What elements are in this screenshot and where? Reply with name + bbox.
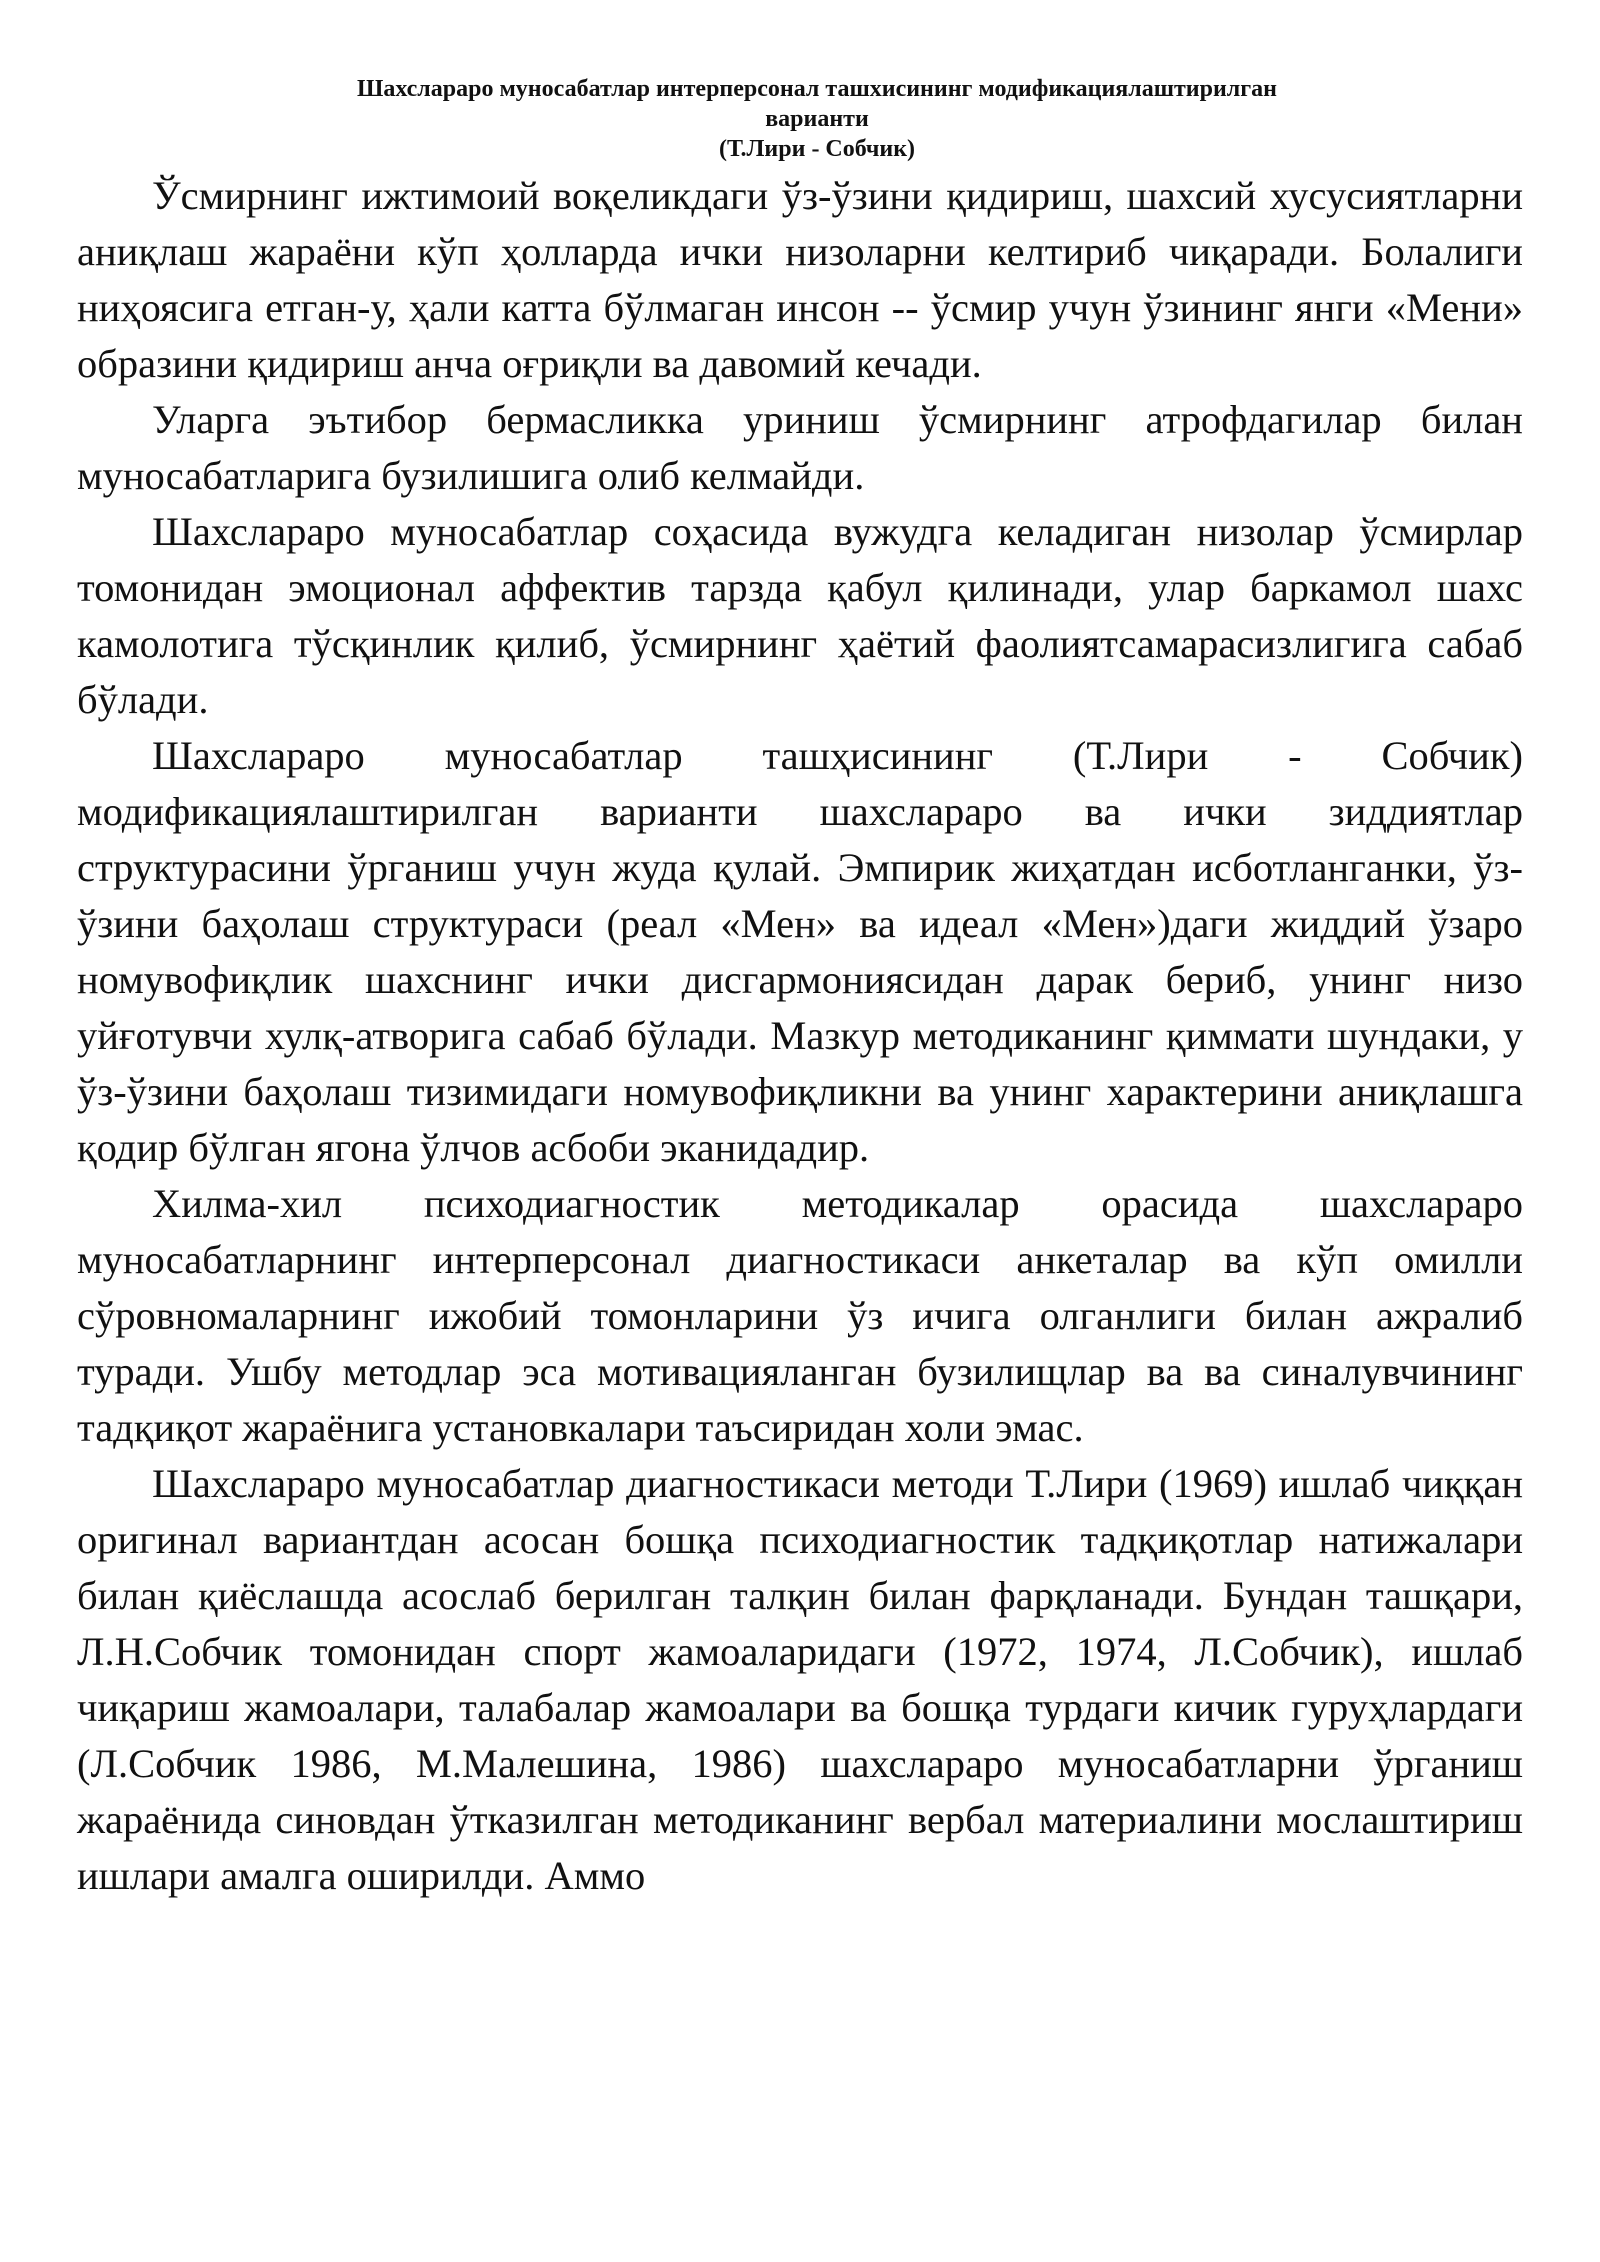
paragraph-1: Ўсмирнинг ижтимоий воқеликдаги ўз-ўзини қидириш, шахсий хусусиятларни аниқлаш жараёни кўп ҳолларда ички низоларни келтириб чиқаради. Болалиги ниҳоясига етган-у, ҳали катта бўлмаган инсон -- ўсмир учун ўзининг янги «Мени» образини қидириш анча оғриқли ва давомий кечади.: [77, 173, 1523, 386]
title-line-1: Шахслараро муносабатлар интерперсонал ташхисининг модификациялаштирилган: [356, 76, 1277, 102]
paragraph-2: Уларга эътибор бермасликка уриниш ўсмирнинг атрофдагилар билан муносабатларига бузилишига олиб келмайди.: [77, 397, 1523, 498]
document-body: [77, 168, 1523, 1904]
title-line-2: варианти: [765, 106, 869, 132]
paragraph-5: Хилма-хил психодиагностик методикалар орасида шахслараро муносабатларнинг интерперсонал диагностикаси анкеталар ва кўп омилли сўровномаларнинг ижобий томонларини ўз ичига олганлиги билан ажралиб туради. Ушбу методлар эса мотивацияланган бузилищлар ва ва синалувчининг тадқиқот жараёнига установкалари таъсиридан холи эмас.: [77, 1181, 1523, 1450]
title-line-3: (Т.Лири - Собчик): [718, 136, 916, 162]
paragraph-6: Шахслараро муносабатлар диагностикаси методи Т.Лири (1969) ишлаб чиққан оригинал вариантдан асосан бошқа психодиагностик тадқиқотлар натижалари билан қиёслашда асослаб берилган талқин билан фарқланади. Бундан ташқари, Л.Н.Собчик томонидан спорт жамоаларидаги (1972, 1974, Л.Собчик), ишлаб чиқариш жамоалари, талабалар жамоалари ва бошқа турдаги кичик гуруҳлардаги (Л.Собчик 1986, М.Малешина, 1986) шахслараро муносабатларни ўрганиш жараёнида синовдан ўтказилган методиканинг вербал материалини мослаштириш ишлари амалга оширилди. Аммо: [77, 1461, 1523, 1898]
document-title: [77, 74, 1523, 164]
paragraph-4: Шахслараро муносабатлар ташҳисининг (Т.Лири - Собчик) модификациялаштирилган варианти шахслараро ва ички зиддиятлар структурасини ўрганиш учун жуда қулай. Эмпирик жиҳатдан исботланганки, ўз-ўзини баҳолаш структураси (реал «Мен» ва идеал «Мен»)даги жиддий ўзаро номувофиқлик шахснинг ички дисгармониясидан дарак бериб, унинг низо уйғотувчи хулқ-атворига сабаб бўлади. Мазкур методиканинг қиммати шундаки, у ўз-ўзини баҳолаш тизимидаги номувофиқликни ва унинг характерини аниқлашга қодир бўлган ягона ўлчов асбоби эканидадир.: [77, 733, 1523, 1170]
paragraph-3: Шахслараро муносабатлар соҳасида вужудга келадиган низолар ўсмирлар томонидан эмоционал аффектив тарзда қабул қилинади, улар баркамол шахс камолотига тўсқинлик қилиб, ўсмирнинг ҳаётий фаолиятсамарасизлигига сабаб бўлади.: [77, 509, 1523, 722]
document-page: [77, 74, 1523, 1904]
